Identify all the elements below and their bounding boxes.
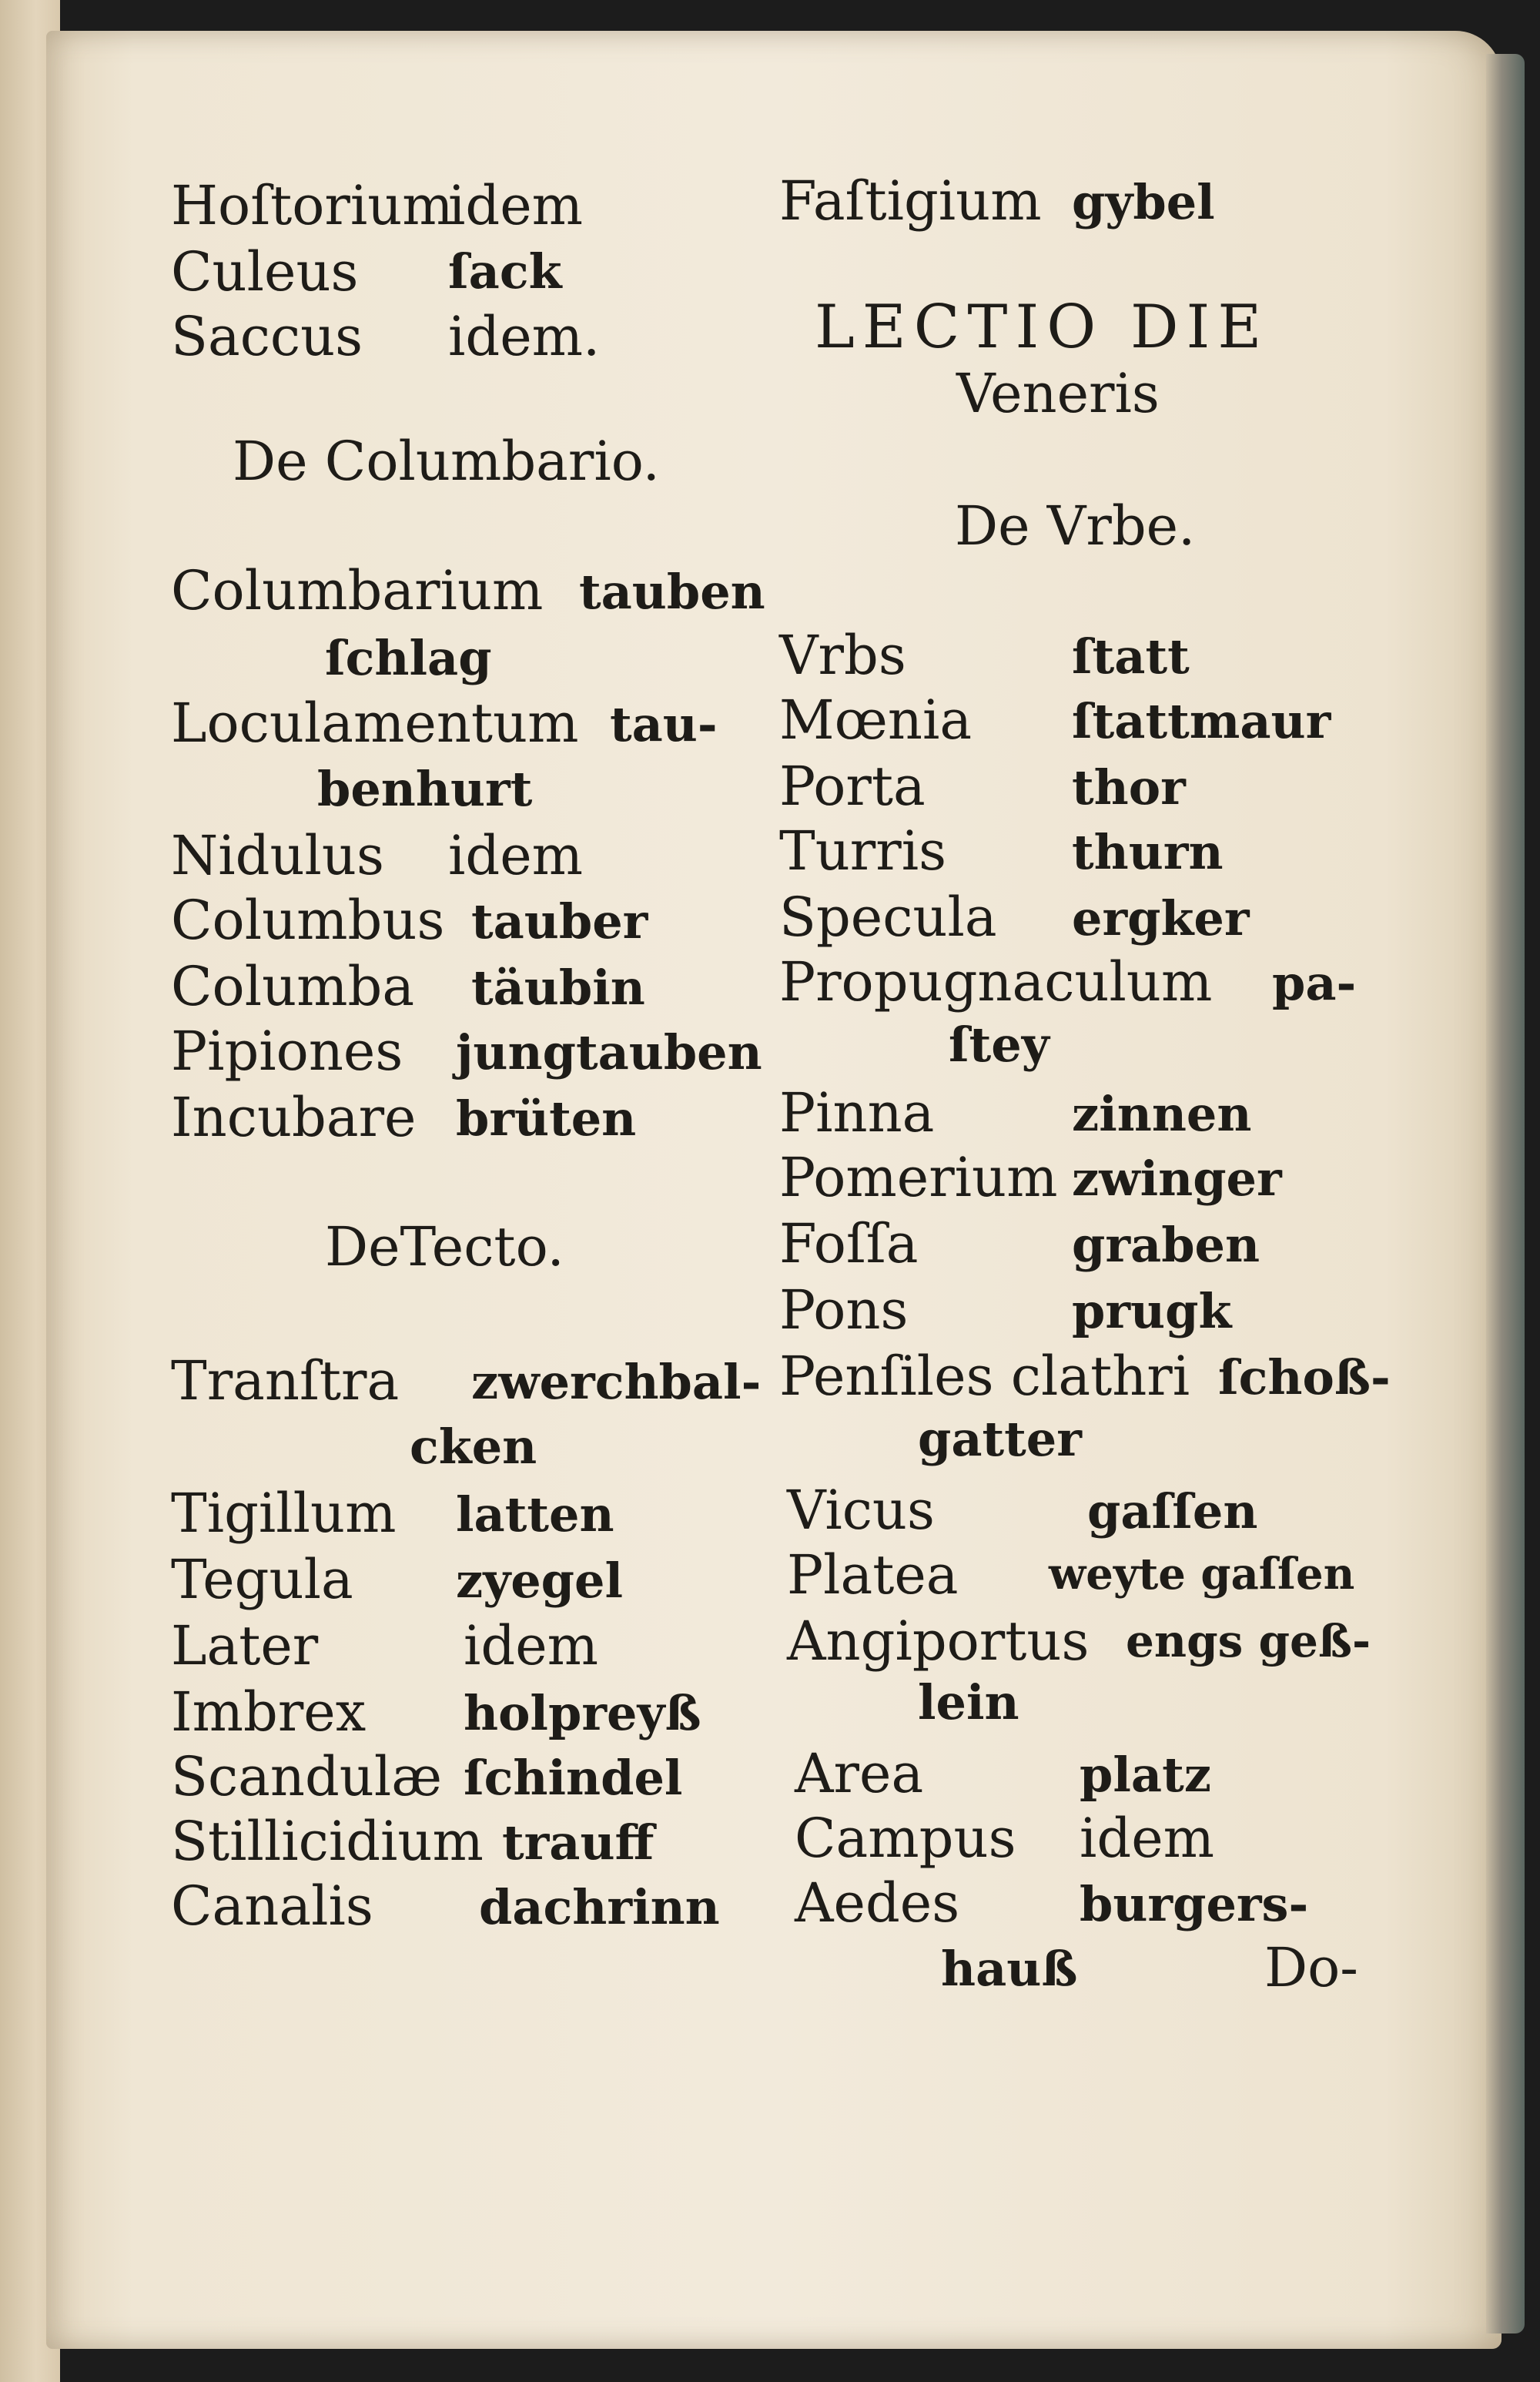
latin-word: Campus [795, 1807, 1016, 1870]
german-word: gaſſen [1087, 1483, 1258, 1539]
latin-word: Tegula [171, 1548, 353, 1611]
german-word: platz [1080, 1747, 1211, 1803]
german-word: ſchlag [325, 630, 492, 686]
latin-word: Tigillum [171, 1482, 397, 1545]
german-word: idem [1080, 1807, 1214, 1870]
latin-word: Pons [779, 1278, 909, 1342]
latin-word: Columbarium [171, 559, 544, 622]
german-word: ſchindel [464, 1750, 683, 1806]
latin-word: Stillicidium [171, 1810, 484, 1873]
latin-word: Faſtigium [779, 169, 1042, 233]
german-word: cken [410, 1419, 537, 1475]
german-word: thor [1072, 759, 1186, 816]
latin-word: Pomerium [779, 1146, 1058, 1209]
german-word: prugk [1072, 1283, 1232, 1339]
latin-word: Pipiones [171, 1020, 403, 1083]
german-word: hauß [941, 1941, 1078, 1997]
german-word: idem [448, 174, 583, 237]
german-word: zyegel [456, 1553, 624, 1609]
latin-word: Pinna [779, 1081, 935, 1144]
section-heading-urbe: De Vrbe. [955, 494, 1196, 558]
latin-word: Culeus [171, 240, 359, 303]
latin-word: Vrbs [779, 624, 906, 687]
book-page [46, 31, 1502, 2349]
german-word: idem. [448, 305, 601, 368]
german-word: engs geß- [1126, 1615, 1371, 1667]
german-word: tauber [471, 893, 648, 950]
german-word: ſack [448, 243, 562, 300]
latin-word: Hoſtorium [171, 174, 454, 237]
german-word: latten [456, 1486, 614, 1543]
german-word: gatter [918, 1411, 1082, 1467]
latin-word: Imbrex [171, 1680, 367, 1744]
german-word: graben [1072, 1217, 1260, 1273]
latin-word: Columbus [171, 889, 445, 952]
section-heading-tecto: DeTecto. [325, 1215, 564, 1278]
latin-word: Loculamentum [171, 692, 579, 755]
german-word: weyte gaſſen [1049, 1549, 1355, 1600]
latin-word: Incubare [171, 1086, 417, 1149]
german-word: idem [464, 1614, 598, 1677]
german-word: holpreyß [464, 1685, 701, 1741]
latin-word: Penſiles clathri [779, 1345, 1190, 1408]
german-word: dachrinn [479, 1879, 720, 1935]
latin-word: Tranſtra [171, 1349, 400, 1412]
latin-word: Aedes [795, 1871, 960, 1935]
german-word: jungtauben [456, 1024, 762, 1080]
catchword: Do- [1264, 1936, 1358, 1999]
latin-word: Foſſa [779, 1212, 919, 1275]
latin-word: Angiportus [787, 1610, 1090, 1673]
german-word: brüten [456, 1090, 637, 1147]
german-word: zwerchbal- [471, 1354, 762, 1410]
latin-word: Platea [787, 1543, 959, 1606]
german-word: ſtattmaur [1072, 693, 1331, 749]
german-word: ſtatt [1072, 628, 1190, 685]
latin-word: Saccus [171, 305, 363, 368]
german-word: zinnen [1072, 1086, 1252, 1142]
german-word: burgers- [1080, 1876, 1309, 1932]
latin-word: Turris [779, 819, 947, 883]
page-edge [1486, 54, 1525, 2333]
latin-word: Propugnaculum [779, 950, 1213, 1013]
german-word: täubin [471, 960, 645, 1016]
latin-word: Canalis [171, 1874, 373, 1938]
german-word: ſtey [949, 1017, 1050, 1073]
latin-word: Porta [779, 755, 926, 818]
lection-title: LECTIO DIE [815, 293, 1270, 362]
german-word: tau- [610, 696, 718, 752]
latin-word: Specula [779, 886, 997, 949]
german-word: lein [918, 1674, 1019, 1730]
german-word: benhurt [317, 761, 533, 817]
german-word: thurn [1072, 824, 1224, 880]
german-word: trauff [502, 1814, 654, 1871]
latin-word: Mœnia [779, 688, 973, 752]
latin-word: Later [171, 1614, 319, 1677]
section-heading-columbario: De Columbario. [233, 430, 660, 493]
latin-word: Columba [171, 955, 415, 1018]
german-word: ergker [1072, 890, 1250, 946]
latin-word: Scandulæ [171, 1745, 443, 1808]
german-word: gybel [1072, 174, 1215, 230]
german-word: zwinger [1072, 1151, 1282, 1207]
german-word: idem [448, 824, 583, 887]
german-word: ſchoß- [1218, 1349, 1391, 1405]
german-word: tauben [579, 564, 765, 620]
german-word: pa- [1272, 955, 1357, 1011]
latin-word: Vicus [787, 1479, 935, 1542]
latin-word: Area [795, 1742, 924, 1805]
lection-subtitle: Veneris [956, 362, 1160, 425]
latin-word: Nidulus [171, 824, 384, 887]
